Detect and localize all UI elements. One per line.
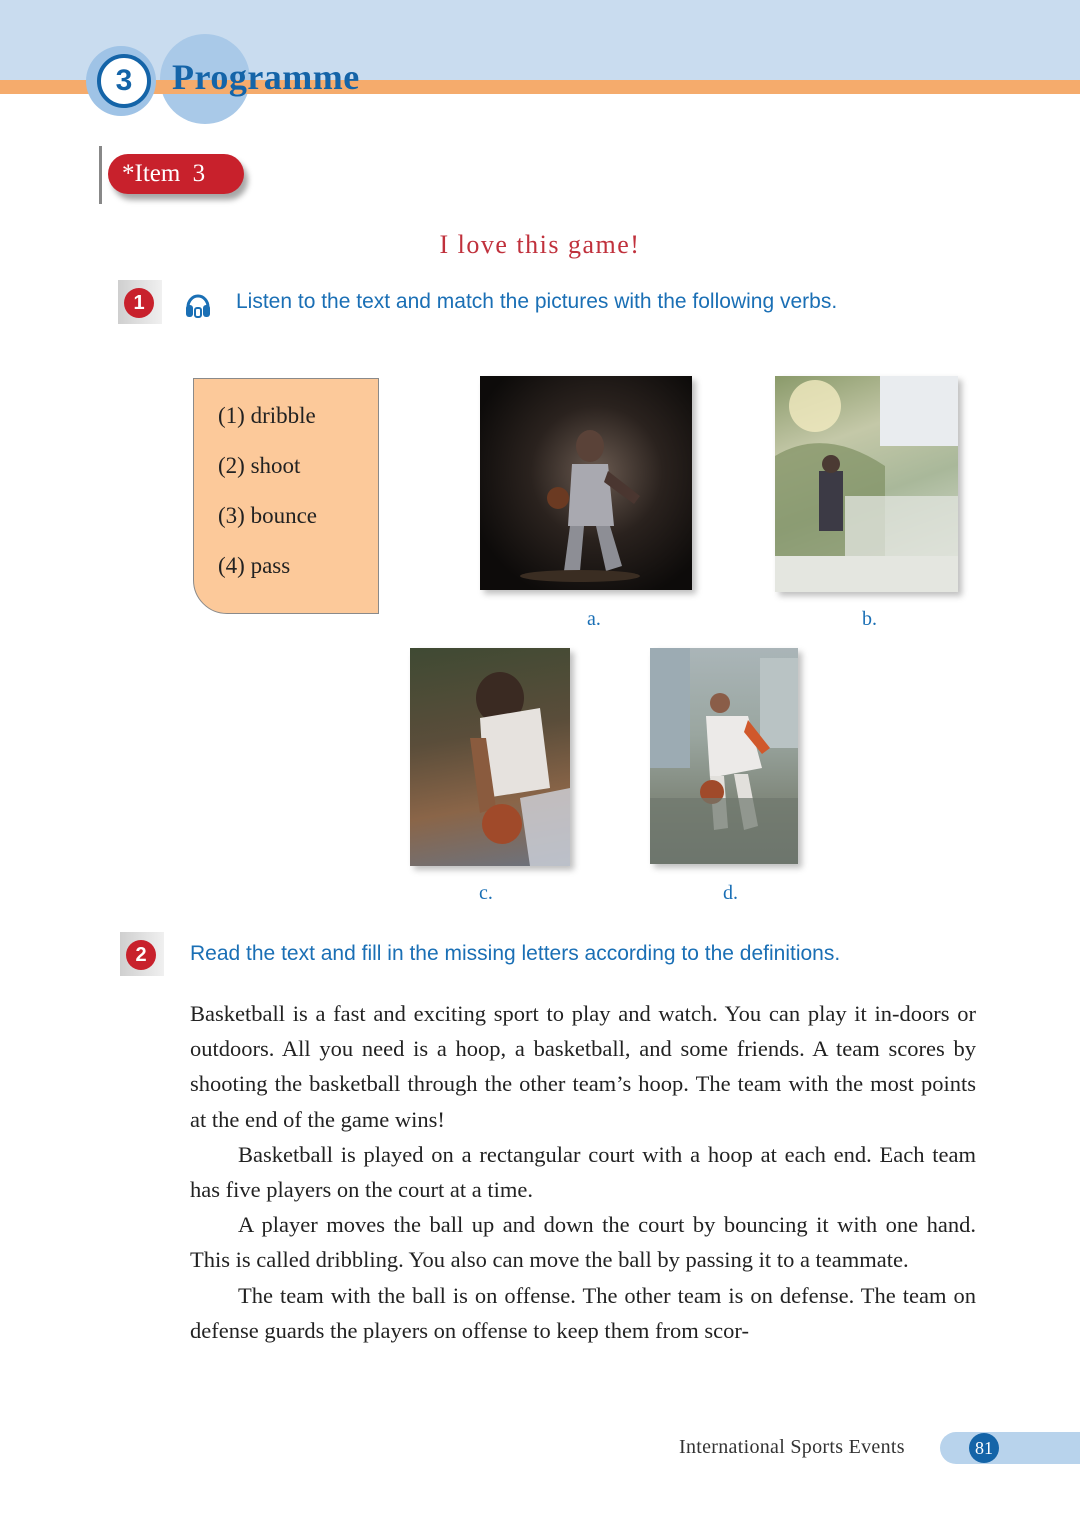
headphones-icon xyxy=(184,290,212,325)
exercise-2-number: 2 xyxy=(126,940,156,970)
exercise-1-marker xyxy=(118,280,162,324)
paragraph: Basketball is a fast and exciting sport to play and watch. You can play it in-doors or outdoors. All you need is a hoop, a basketball, and some friends. A team scores by shooting the basketball through the other team’s hoop. The team with the most points at the end of the game wins! xyxy=(190,1001,976,1132)
verb-list-box xyxy=(193,378,379,614)
item-badge-bar xyxy=(99,146,102,204)
paragraph: Basketball is played on a rectangular court with a hoop at each end. Each team has five players on the court at a time. xyxy=(190,1141,976,1203)
paragraph: The team with the ball is on offense. The other team is on defense. The team on defense guards the players on offense to keep them from scor- xyxy=(190,1282,976,1343)
footer-book-title: International Sports Events xyxy=(679,1436,905,1458)
photo-label-c: c. xyxy=(479,882,493,904)
section-title: Programme xyxy=(172,57,360,97)
photo-label-b: b. xyxy=(862,608,877,630)
lesson-title: I love this game! xyxy=(439,230,641,259)
photo-b-shooting-hoop xyxy=(775,376,958,592)
exercise-1-instruction: Listen to the text and match the pictures with the following verbs. xyxy=(236,290,838,313)
photo-a-dribbling-player xyxy=(480,376,692,590)
reading-passage xyxy=(190,996,976,1348)
photo-d-passing-player xyxy=(650,648,798,864)
item-badge: *Item 3 xyxy=(108,154,244,194)
section-number: 3 xyxy=(97,54,151,108)
verb-item: (1) dribble xyxy=(218,403,316,428)
photo-c-bouncing-ball xyxy=(410,648,570,866)
header-stripe xyxy=(0,80,1080,94)
verb-item: (2) shoot xyxy=(218,453,301,478)
verb-item: (3) bounce xyxy=(218,503,317,528)
photo-label-a: a. xyxy=(587,608,601,630)
verb-item: (4) pass xyxy=(218,553,291,578)
photo-label-d: d. xyxy=(723,882,738,904)
exercise-1-number: 1 xyxy=(124,288,154,318)
exercise-2-marker xyxy=(120,932,164,976)
footer-band xyxy=(940,1432,1080,1464)
page-number: 81 xyxy=(969,1433,999,1463)
exercise-2-instruction: Read the text and fill in the missing letters according to the definitions. xyxy=(190,942,841,965)
paragraph: A player moves the ball up and down the court by bouncing it with one hand. This is called dribbling. You also can move the ball by passing it to a teammate. xyxy=(190,1212,976,1273)
